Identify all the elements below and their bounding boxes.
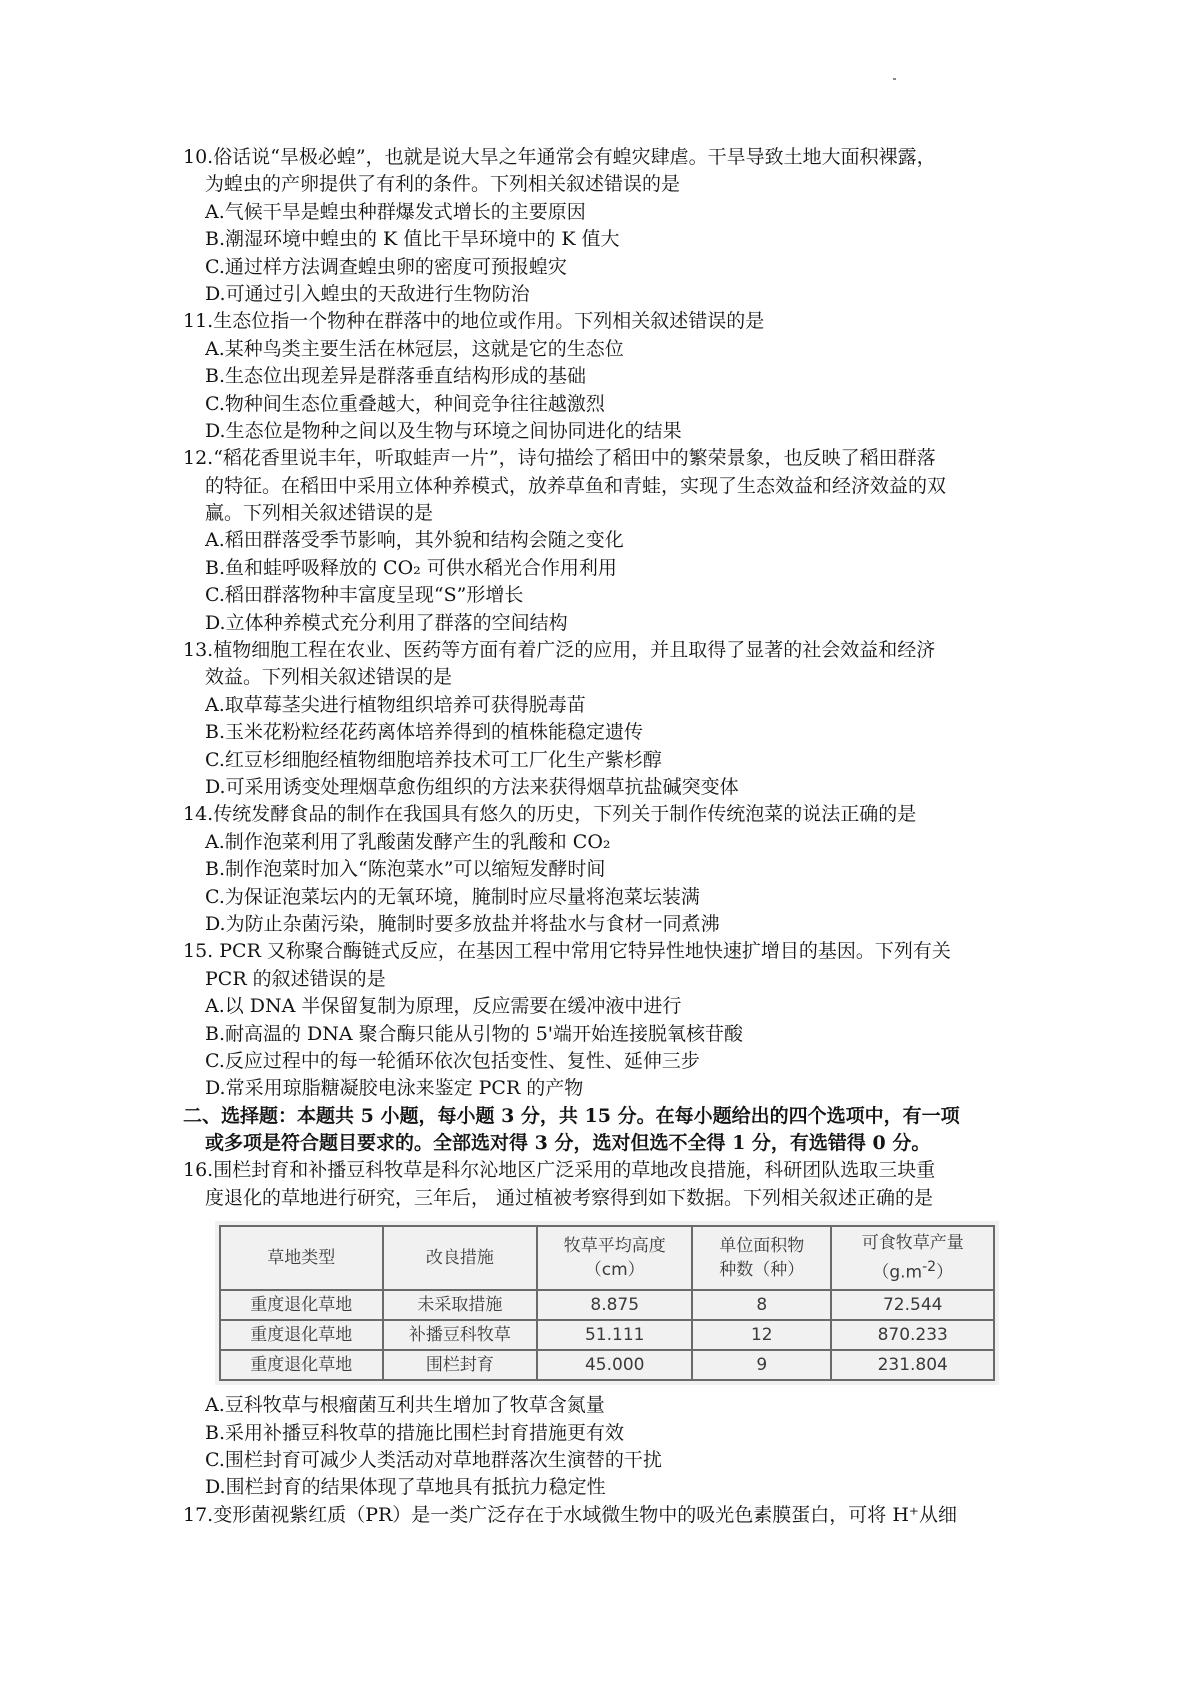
- question-17: [183, 1502, 1031, 1529]
- unit-base: （g.m: [872, 1263, 923, 1284]
- question-content: [183, 144, 1031, 1529]
- table-cell: 231.804: [831, 1350, 994, 1380]
- table-cell: 围栏封育: [383, 1350, 538, 1380]
- question-stem-line: 17.变形菌视紫红质（PR）是一类广泛存在于水域微生物中的吸光色素膜蛋白，可将 H⁺从细: [183, 1503, 957, 1526]
- option-d: D.常采用琼脂糖凝胶电泳来鉴定 PCR 的产物: [205, 1077, 584, 1100]
- option-a: A.取草莓茎尖进行植物组织培养可获得脱毒苗: [205, 693, 586, 716]
- option-c: C.反应过程中的每一轮循环依次包括变性、复性、延伸三步: [205, 1049, 700, 1072]
- header-edible-yield: [831, 1226, 994, 1290]
- unit-exponent: -2: [922, 1259, 937, 1276]
- option-b: B.潮湿环境中蝗虫的 K 值比干旱环境中的 K 值大: [205, 228, 620, 251]
- question-11: [183, 308, 1031, 445]
- table-cell: 870.233: [831, 1320, 994, 1350]
- table-cell: 45.000: [537, 1350, 692, 1380]
- data-table-image: [215, 1221, 999, 1385]
- question-stem-line: 赢。下列相关叙述错误的是: [205, 502, 434, 525]
- data-table: [219, 1225, 995, 1381]
- question-stem-line: PCR 的叙述错误的是: [205, 967, 386, 990]
- header-text: 可食牧草产量: [861, 1233, 964, 1254]
- header-unit: （cm）: [584, 1260, 645, 1281]
- table-cell: 51.111: [537, 1320, 692, 1350]
- table-row: [220, 1290, 994, 1320]
- option-a: A.豆科牧草与根瘤菌互利共生增加了牧草含氮量: [205, 1394, 605, 1417]
- option-d: D.立体种养模式充分利用了群落的空间结构: [205, 611, 568, 634]
- header-species-count: [692, 1226, 831, 1290]
- table-row: [220, 1320, 994, 1350]
- option-b: B.耐高温的 DNA 聚合酶只能从引物的 5'端开始连接脱氧核苷酸: [205, 1022, 744, 1045]
- option-d: D.可采用诱变处理烟草愈伤组织的方法来获得烟草抗盐碱突变体: [205, 775, 739, 798]
- header-unit: 种数（种）: [719, 1260, 805, 1281]
- table-cell: 8: [692, 1290, 831, 1320]
- option-c: C.围栏封育可减少人类活动对草地群落次生演替的干扰: [205, 1449, 662, 1472]
- option-c: C.稻田群落物种丰富度呈现“S”形增长: [205, 584, 524, 607]
- option-b: B.鱼和蛙呼吸释放的 CO₂ 可供水稻光合作用利用: [205, 556, 617, 579]
- question-stem-line: 为蝗虫的产卵提供了有利的条件。下列相关叙述错误的是: [205, 173, 681, 196]
- question-12: [183, 445, 1031, 637]
- header-text: 牧草平均高度: [563, 1236, 666, 1257]
- header-average-height: [537, 1226, 692, 1290]
- option-d: D.围栏封育的结果体现了草地具有抵抗力稳定性: [205, 1476, 606, 1499]
- question-10: [183, 144, 1031, 308]
- question-14: [183, 801, 1031, 938]
- question-stem-line: 11.生态位指一个物种在群落中的地位或作用。下列相关叙述错误的是: [183, 310, 765, 333]
- question-13: [183, 637, 1031, 801]
- option-c: C.为保证泡菜坛内的无氧环境，腌制时应尽量将泡菜坛装满: [205, 885, 700, 908]
- option-d: D.为防止杂菌污染，腌制时要多放盐并将盐水与食材一同煮沸: [205, 912, 720, 935]
- table-cell: 12: [692, 1320, 831, 1350]
- option-d: D.可通过引入蝗虫的天敌进行生物防治: [205, 282, 530, 305]
- table-header-row: [220, 1226, 994, 1290]
- option-b: B.生态位出现差异是群落垂直结构形成的基础: [205, 365, 587, 388]
- option-d: D.生态位是物种之间以及生物与环境之间协同进化的结果: [205, 419, 682, 442]
- option-a: A.以 DNA 半保留复制为原理，反应需要在缓冲液中进行: [205, 995, 682, 1018]
- question-stem-line: 15. PCR 又称聚合酶链式反应，在基因工程中常用它特异性地快速扩增目的基因。下列有关: [183, 940, 951, 963]
- question-stem-line: 16.围栏封育和补播豆科牧草是科尔沁地区广泛采用的草地改良措施，科研团队选取三块重: [183, 1159, 936, 1182]
- question-15: [183, 938, 1031, 1102]
- scan-speck: [893, 78, 896, 80]
- section-heading-line: 二、选择题：本题共 5 小题，每小题 3 分，共 15 分。在每小题给出的四个选项中，有一项: [183, 1104, 960, 1127]
- table-cell: 未采取措施: [383, 1290, 538, 1320]
- option-a: A.某种鸟类主要生活在林冠层，这就是它的生态位: [205, 337, 624, 360]
- unit-close: ）: [936, 1263, 954, 1284]
- option-a: A.制作泡菜利用了乳酸菌发酵产生的乳酸和 CO₂: [205, 830, 611, 853]
- table-cell: 72.544: [831, 1290, 994, 1320]
- question-stem-line: 度退化的草地进行研究，三年后， 通过植被考察得到如下数据。下列相关叙述正确的是: [205, 1186, 934, 1209]
- header-unit: [832, 1255, 993, 1285]
- table-row: [220, 1350, 994, 1380]
- section-2-heading: [183, 1103, 1031, 1158]
- question-16: [183, 1157, 1031, 1501]
- table-cell: 重度退化草地: [220, 1290, 383, 1320]
- question-stem-line: 14.传统发酵食品的制作在我国具有悠久的历史，下列关于制作传统泡菜的说法正确的是: [183, 803, 917, 826]
- header-text: 单位面积物: [719, 1236, 805, 1257]
- option-c: C.红豆杉细胞经植物细胞培养技术可工厂化生产紫杉醇: [205, 748, 662, 771]
- header-improvement-measure: 改良措施: [383, 1226, 538, 1290]
- option-b: B.玉米花粉粒经花药离体培养得到的植株能稳定遗传: [205, 721, 644, 744]
- table-cell: 重度退化草地: [220, 1350, 383, 1380]
- option-b: B.制作泡菜时加入“陈泡菜水”可以缩短发酵时间: [205, 858, 606, 881]
- question-stem-line: 的特征。在稻田中采用立体种养模式，放养草鱼和青蛙，实现了生态效益和经济效益的双: [205, 474, 947, 497]
- question-stem-line: 效益。下列相关叙述错误的是: [205, 666, 453, 689]
- table-cell: 补播豆科牧草: [383, 1320, 538, 1350]
- option-a: A.气候干旱是蝗虫种群爆发式增长的主要原因: [205, 200, 586, 223]
- option-c: C.通过样方法调查蝗虫卵的密度可预报蝗灾: [205, 255, 567, 278]
- option-b: B.采用补播豆科牧草的措施比围栏封育措施更有效: [205, 1421, 625, 1444]
- table-cell: 8.875: [537, 1290, 692, 1320]
- table-cell: 9: [692, 1350, 831, 1380]
- question-stem-line: 13.植物细胞工程在农业、医药等方面有着广泛的应用，并且取得了显著的社会效益和经济: [183, 639, 936, 662]
- table-cell: 重度退化草地: [220, 1320, 383, 1350]
- option-a: A.稻田群落受季节影响，其外貌和结构会随之变化: [205, 529, 624, 552]
- option-c: C.物种间生态位重叠越大，种间竞争往往越激烈: [205, 392, 605, 415]
- question-stem-line: 10.俗话说“旱极必蝗”，也就是说大旱之年通常会有蝗灾肆虐。干旱导致土地大面积裸露，: [183, 146, 936, 168]
- section-heading-line: 或多项是符合题目要求的。全部选对得 3 分，选对但选不全得 1 分，有选错得 0 分。: [205, 1132, 931, 1155]
- header-grassland-type: 草地类型: [220, 1226, 383, 1290]
- question-stem-line: 12.“稻花香里说丰年，听取蛙声一片”，诗句描绘了稻田中的繁荣景象，也反映了稻田群落: [183, 447, 936, 470]
